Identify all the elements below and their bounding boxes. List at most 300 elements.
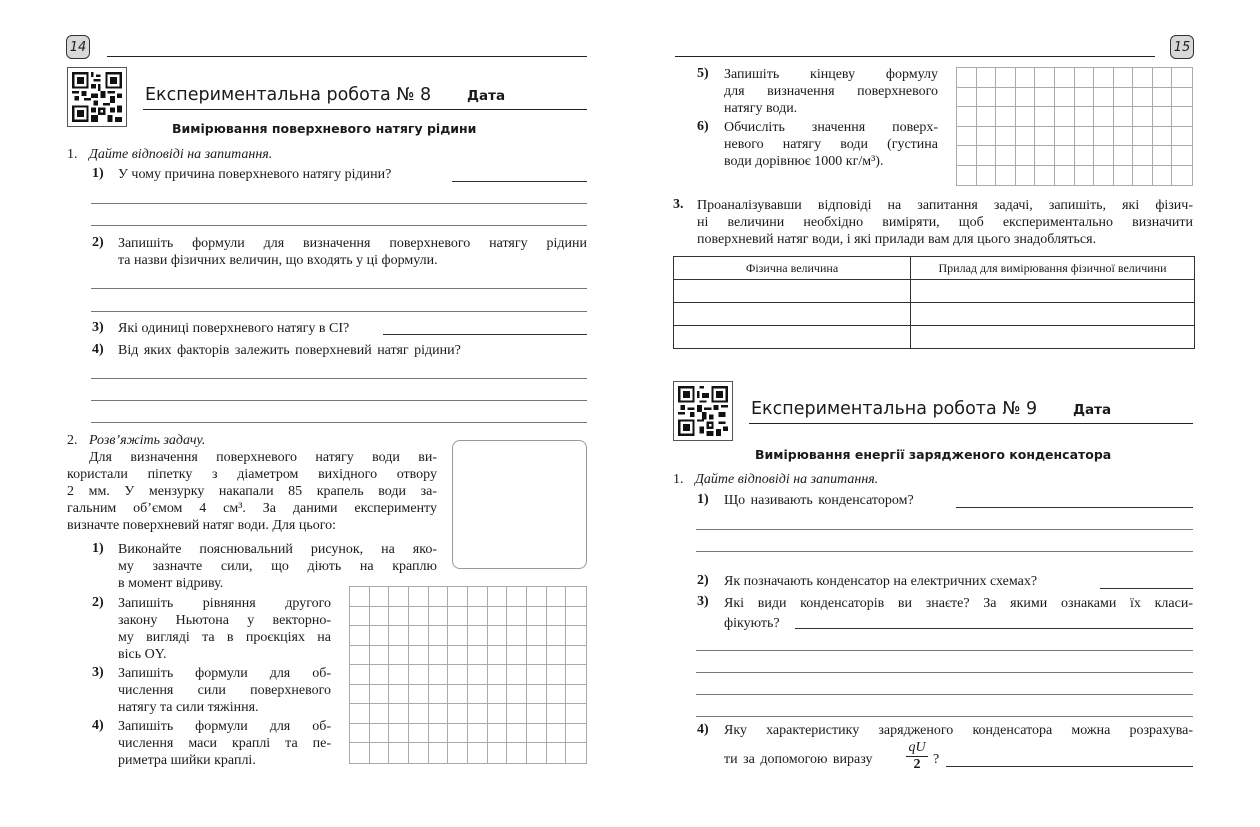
grid-cell bbox=[370, 626, 390, 646]
grid-cell bbox=[1172, 107, 1192, 127]
table-cell[interactable] bbox=[911, 326, 1195, 349]
grid-cell bbox=[1153, 88, 1173, 108]
grid-cell bbox=[527, 587, 547, 607]
grid-cell bbox=[566, 607, 586, 627]
grid-cell bbox=[488, 665, 508, 685]
step-number: 5) bbox=[697, 66, 709, 81]
page-number-left: 14 bbox=[66, 35, 90, 59]
grid-cell bbox=[1133, 127, 1153, 147]
grid-cell bbox=[468, 587, 488, 607]
grid-cell bbox=[527, 724, 547, 744]
text-line: Яку характеристику зарядженого конденсатора можна розрахува- bbox=[724, 723, 1193, 738]
grid-cell bbox=[1172, 127, 1192, 147]
grid-cell bbox=[389, 646, 409, 666]
answer-line[interactable] bbox=[696, 529, 1193, 530]
grid-cell bbox=[409, 685, 429, 705]
grid-cell bbox=[1055, 107, 1075, 127]
text-line: риметра шийки краплі. bbox=[118, 753, 256, 768]
grid-cell bbox=[429, 724, 449, 744]
experiment-9-title: Експериментальна робота № 9 bbox=[751, 399, 1038, 419]
question-1-text: У чому причина поверхневого натягу рідини? bbox=[118, 167, 392, 182]
column-header: Прилад для вимірювання фізичної величини bbox=[911, 257, 1195, 280]
grid-cell bbox=[370, 724, 390, 744]
grid-cell bbox=[996, 68, 1016, 88]
grid-cell bbox=[488, 626, 508, 646]
grid-cell bbox=[566, 724, 586, 744]
text-line: невого натягу води (густина bbox=[724, 137, 938, 152]
grid-cell bbox=[527, 626, 547, 646]
text-line: визначте поверхневий натяг води. Для цього: bbox=[67, 518, 337, 533]
answer-line[interactable] bbox=[91, 378, 587, 379]
grid-cell bbox=[448, 626, 468, 646]
grid-cell bbox=[1016, 68, 1036, 88]
grid-cell bbox=[350, 665, 370, 685]
grid-cell bbox=[957, 88, 977, 108]
grid-cell bbox=[468, 724, 488, 744]
grid-cell bbox=[468, 607, 488, 627]
grid-cell bbox=[1153, 68, 1173, 88]
grid-cell bbox=[1172, 166, 1192, 186]
grid-cell bbox=[507, 607, 527, 627]
task1-heading: Дайте відповіді на запитання. bbox=[695, 472, 879, 487]
grid-cell bbox=[448, 685, 468, 705]
grid-cell bbox=[1055, 166, 1075, 186]
text-line: закону Ньютона у векторно- bbox=[118, 613, 331, 628]
grid-cell bbox=[409, 704, 429, 724]
grid-cell bbox=[389, 665, 409, 685]
grid-cell bbox=[429, 587, 449, 607]
grid-cell bbox=[1153, 166, 1173, 186]
grid-cell bbox=[566, 626, 586, 646]
qr-code-icon bbox=[673, 381, 733, 441]
grid-cell bbox=[429, 626, 449, 646]
grid-cell bbox=[1055, 146, 1075, 166]
grid-cell bbox=[1035, 107, 1055, 127]
formula-qU-over-2 bbox=[906, 740, 928, 773]
grid-cell bbox=[350, 587, 370, 607]
grid-cell bbox=[448, 704, 468, 724]
grid-cell bbox=[1035, 127, 1055, 147]
title-rule-exp9 bbox=[749, 423, 1193, 424]
table-cell[interactable] bbox=[674, 280, 911, 303]
grid-cell bbox=[429, 665, 449, 685]
grid-cell bbox=[409, 743, 429, 763]
grid-cell bbox=[957, 146, 977, 166]
grid-cell bbox=[350, 743, 370, 763]
step-number: 2) bbox=[92, 595, 104, 610]
grid-cell bbox=[429, 646, 449, 666]
grid-cell bbox=[996, 146, 1016, 166]
task2-number: 2. bbox=[67, 433, 78, 448]
grid-cell bbox=[957, 166, 977, 186]
table-cell[interactable] bbox=[911, 280, 1195, 303]
text-line: Виконайте пояснювальний рисунок, на яко- bbox=[118, 542, 437, 557]
text-line: Запишіть формули для визначення поверхневого натягу рідини bbox=[118, 236, 587, 251]
grid-cell bbox=[566, 587, 586, 607]
grid-cell bbox=[488, 704, 508, 724]
grid-cell bbox=[1133, 88, 1153, 108]
grid-cell bbox=[527, 665, 547, 685]
text-line: Проаналізувавши відповіді на запитання задачі, запишіть, які фізич- bbox=[697, 198, 1193, 213]
grid-cell bbox=[409, 607, 429, 627]
grid-cell bbox=[468, 704, 488, 724]
answer-line[interactable] bbox=[696, 551, 1193, 552]
grid-cell bbox=[1016, 88, 1036, 108]
qr-code-icon bbox=[67, 67, 127, 127]
answer-line[interactable] bbox=[946, 766, 1193, 767]
grid-cell bbox=[389, 743, 409, 763]
grid-cell bbox=[957, 68, 977, 88]
grid-cell bbox=[488, 587, 508, 607]
question-mark: ? bbox=[933, 752, 940, 767]
grid-cell bbox=[370, 607, 390, 627]
grid-cell bbox=[547, 646, 567, 666]
grid-cell bbox=[507, 646, 527, 666]
page-number-right: 15 bbox=[1170, 35, 1194, 59]
grid-cell bbox=[566, 646, 586, 666]
text-line: в момент відриву. bbox=[118, 576, 224, 591]
grid-cell bbox=[429, 743, 449, 763]
grid-cell bbox=[957, 127, 977, 147]
grid-cell bbox=[448, 665, 468, 685]
grid-cell bbox=[1133, 107, 1153, 127]
text-line: 2 мм. У мензурку накапали 85 крапель води за- bbox=[67, 484, 437, 499]
formula-denominator: 2 bbox=[913, 757, 921, 772]
grid-cell bbox=[1114, 88, 1134, 108]
grid-cell bbox=[1153, 107, 1173, 127]
grid-cell bbox=[488, 743, 508, 763]
answer-line[interactable] bbox=[383, 334, 587, 335]
grid-cell bbox=[370, 685, 390, 705]
grid-cell bbox=[1114, 146, 1134, 166]
grid-cell bbox=[996, 107, 1016, 127]
step-number: 1) bbox=[92, 541, 104, 556]
grid-cell bbox=[389, 626, 409, 646]
grid-cell bbox=[409, 665, 429, 685]
grid-cell bbox=[1133, 146, 1153, 166]
grid-cell bbox=[468, 665, 488, 685]
grid-cell bbox=[1172, 88, 1192, 108]
drawing-area[interactable] bbox=[452, 440, 587, 569]
step-number: 6) bbox=[697, 119, 709, 134]
text-line: ні величини необхідно виміряти, щоб експериментально визначити bbox=[697, 215, 1193, 230]
grid-cell bbox=[1094, 68, 1114, 88]
header-rule-right bbox=[675, 56, 1155, 57]
step-6-text bbox=[724, 119, 938, 170]
grid-cell bbox=[1016, 166, 1036, 186]
answer-line[interactable] bbox=[696, 672, 1193, 673]
grid-cell bbox=[1075, 146, 1095, 166]
grid-cell bbox=[350, 626, 370, 646]
grid-cell bbox=[448, 646, 468, 666]
grid-cell bbox=[1035, 68, 1055, 88]
table-row bbox=[674, 280, 1195, 303]
answer-line[interactable] bbox=[696, 694, 1193, 695]
step-5-text bbox=[724, 66, 938, 117]
grid-cell bbox=[547, 587, 567, 607]
grid-cell bbox=[996, 166, 1016, 186]
answer-line[interactable] bbox=[696, 716, 1193, 717]
grid-cell bbox=[389, 587, 409, 607]
grid-cell bbox=[566, 743, 586, 763]
grid-cell bbox=[488, 646, 508, 666]
task3-text bbox=[697, 197, 1193, 248]
text-line: та назви фізичних величин, що входять у ці формули. bbox=[118, 253, 438, 268]
experiment-8-title: Експериментальна робота № 8 bbox=[145, 85, 432, 105]
grid-cell bbox=[1133, 166, 1153, 186]
grid-cell bbox=[1153, 127, 1173, 147]
grid-cell bbox=[409, 587, 429, 607]
text-line: Запишіть рівняння другого bbox=[118, 596, 331, 611]
table-row bbox=[674, 326, 1195, 349]
text-line: числення маси краплі та пе- bbox=[118, 736, 331, 751]
grid-cell bbox=[488, 685, 508, 705]
question-number: 1) bbox=[697, 492, 709, 507]
task3-number: 3. bbox=[673, 197, 684, 212]
table-header-row bbox=[674, 257, 1195, 280]
step-4-text bbox=[118, 718, 331, 769]
grid-cell bbox=[468, 743, 488, 763]
grid-cell bbox=[547, 743, 567, 763]
grid-cell bbox=[996, 127, 1016, 147]
grid-cell bbox=[448, 724, 468, 744]
grid-cell bbox=[1055, 68, 1075, 88]
task1-heading: Дайте відповіді на запитання. bbox=[89, 147, 273, 162]
grid-cell bbox=[389, 704, 409, 724]
text-line: Які види конденсаторів ви знаєте? За якими ознаками їх класи- bbox=[724, 596, 1193, 611]
answer-line[interactable] bbox=[91, 225, 587, 226]
text-line: поверхневий натяг води, і які прилади вам для цього знадобляться. bbox=[697, 232, 1097, 247]
grid-cell bbox=[507, 665, 527, 685]
answer-line[interactable] bbox=[91, 400, 587, 401]
grid-cell bbox=[488, 607, 508, 627]
grid-cell bbox=[1114, 166, 1134, 186]
step-number: 4) bbox=[92, 718, 104, 733]
experiment-8-subtitle: Вимірювання поверхневого натягу рідини bbox=[172, 121, 477, 136]
grid-cell bbox=[350, 607, 370, 627]
grid-cell bbox=[1153, 146, 1173, 166]
grid-cell bbox=[1094, 127, 1114, 147]
grid-cell bbox=[527, 646, 547, 666]
grid-cell bbox=[1016, 127, 1036, 147]
step-3-text bbox=[118, 665, 331, 716]
grid-cell bbox=[468, 646, 488, 666]
text-line: вісь OY. bbox=[118, 647, 167, 662]
grid-cell bbox=[370, 646, 390, 666]
grid-cell bbox=[468, 626, 488, 646]
grid-cell bbox=[957, 107, 977, 127]
grid-cell bbox=[350, 685, 370, 705]
question-4-text bbox=[724, 722, 1193, 739]
grid-cell bbox=[977, 107, 997, 127]
grid-cell bbox=[527, 704, 547, 724]
grid-cell bbox=[1075, 127, 1095, 147]
table-cell[interactable] bbox=[674, 326, 911, 349]
date-label-exp8: Дата bbox=[467, 88, 506, 104]
grid-cell bbox=[1114, 127, 1134, 147]
grid-cell bbox=[1075, 68, 1095, 88]
experiment-9-subtitle: Вимірювання енергії зарядженого конденсатора bbox=[755, 447, 1112, 462]
answer-line[interactable] bbox=[1100, 588, 1193, 589]
grid-cell bbox=[370, 704, 390, 724]
text-line: натягу води. bbox=[724, 101, 798, 116]
grid-cell bbox=[448, 607, 468, 627]
grid-cell bbox=[448, 587, 468, 607]
text-line: натягу та сили тяжіння. bbox=[118, 700, 259, 715]
question-2-text: Як позначають конденсатор на електричних схемах? bbox=[724, 574, 1038, 589]
grid-cell bbox=[507, 626, 527, 646]
text-line: му зазначте сили, що діють на краплю bbox=[118, 559, 437, 574]
text-line: Запишіть формули для об- bbox=[118, 666, 331, 681]
grid-cell bbox=[507, 724, 527, 744]
step-2-text bbox=[118, 595, 331, 663]
grid-cell bbox=[370, 587, 390, 607]
question-2-text bbox=[118, 235, 587, 269]
text-line: фікують? bbox=[724, 616, 780, 631]
grid-cell bbox=[566, 704, 586, 724]
question-number: 1) bbox=[92, 166, 104, 181]
grid-cell bbox=[1016, 107, 1036, 127]
grid-cell bbox=[1075, 166, 1095, 186]
grid-cell bbox=[1094, 146, 1114, 166]
text-line: Запишіть формули для об- bbox=[118, 719, 331, 734]
grid-cell bbox=[389, 607, 409, 627]
answer-line[interactable] bbox=[91, 311, 587, 312]
grid-cell bbox=[527, 743, 547, 763]
grid-cell bbox=[547, 607, 567, 627]
text-line: Обчисліть значення поверх- bbox=[724, 120, 938, 135]
grid-cell bbox=[350, 646, 370, 666]
question-3-text: Які одиниці поверхневого натягу в СІ? bbox=[118, 321, 350, 336]
grid-cell bbox=[429, 607, 449, 627]
grid-cell bbox=[1133, 68, 1153, 88]
grid-cell bbox=[507, 743, 527, 763]
grid-cell bbox=[996, 88, 1016, 108]
table-row bbox=[674, 303, 1195, 326]
grid-writing-area-left[interactable] bbox=[349, 586, 587, 764]
grid-cell bbox=[977, 166, 997, 186]
formula-numerator: qU bbox=[906, 740, 928, 757]
grid-cell bbox=[1035, 146, 1055, 166]
question-number: 4) bbox=[92, 342, 104, 357]
answer-line[interactable] bbox=[91, 288, 587, 289]
grid-cell bbox=[527, 685, 547, 705]
text-line: користали піпетку з діаметром вихідного отвору bbox=[67, 467, 437, 482]
grid-writing-area-right[interactable] bbox=[956, 67, 1193, 186]
grid-cell bbox=[468, 685, 488, 705]
question-number: 4) bbox=[697, 722, 709, 737]
measurement-table bbox=[673, 256, 1195, 349]
grid-cell bbox=[547, 685, 567, 705]
grid-cell bbox=[1035, 166, 1055, 186]
grid-cell bbox=[409, 646, 429, 666]
grid-cell bbox=[1035, 88, 1055, 108]
answer-line[interactable] bbox=[956, 507, 1193, 508]
task1-number: 1. bbox=[67, 147, 78, 162]
grid-cell bbox=[1055, 88, 1075, 108]
answer-line[interactable] bbox=[91, 203, 587, 204]
step-number: 3) bbox=[92, 665, 104, 680]
text-line: гальним об’ємом 4 см³. За даними експерименту bbox=[67, 501, 437, 516]
question-number: 2) bbox=[92, 235, 104, 250]
grid-cell bbox=[409, 724, 429, 744]
grid-cell bbox=[1075, 107, 1095, 127]
question-4-text-cont: ти за допомогою виразу bbox=[724, 752, 873, 767]
grid-cell bbox=[409, 626, 429, 646]
question-4-text: Від яких факторів залежить поверхневий натяг рідини? bbox=[118, 343, 461, 358]
grid-cell bbox=[977, 68, 997, 88]
task2-problem bbox=[67, 449, 437, 534]
grid-cell bbox=[527, 607, 547, 627]
task2-heading: Розв’яжіть задачу. bbox=[89, 433, 206, 448]
table-cell[interactable] bbox=[674, 303, 911, 326]
grid-cell bbox=[1172, 68, 1192, 88]
grid-cell bbox=[389, 685, 409, 705]
grid-cell bbox=[547, 626, 567, 646]
answer-line[interactable] bbox=[452, 181, 587, 182]
grid-cell bbox=[350, 724, 370, 744]
answer-line[interactable] bbox=[91, 422, 587, 423]
grid-cell bbox=[1075, 88, 1095, 108]
date-label-exp9: Дата bbox=[1073, 402, 1112, 418]
grid-cell bbox=[507, 587, 527, 607]
grid-cell bbox=[370, 665, 390, 685]
question-1-text: Що називають конденсатором? bbox=[724, 493, 914, 508]
text-line: Для визначення поверхневого натягу води ви- bbox=[89, 450, 437, 465]
column-header: Фізична величина bbox=[674, 257, 911, 280]
header-rule-left bbox=[107, 56, 587, 57]
text-line: му вигляді та в проєкціях на bbox=[118, 630, 331, 645]
grid-cell bbox=[1114, 107, 1134, 127]
answer-line[interactable] bbox=[696, 650, 1193, 651]
text-line: для визначення поверхневого bbox=[724, 84, 938, 99]
grid-cell bbox=[547, 724, 567, 744]
grid-cell bbox=[370, 743, 390, 763]
grid-cell bbox=[389, 724, 409, 744]
grid-cell bbox=[977, 127, 997, 147]
grid-cell bbox=[977, 146, 997, 166]
grid-cell bbox=[1094, 166, 1114, 186]
grid-cell bbox=[507, 704, 527, 724]
text-line: числення сили поверхневого bbox=[118, 683, 331, 698]
grid-cell bbox=[350, 704, 370, 724]
question-number: 2) bbox=[697, 573, 709, 588]
table-cell[interactable] bbox=[911, 303, 1195, 326]
grid-cell bbox=[1094, 107, 1114, 127]
step-1-text bbox=[118, 541, 437, 592]
grid-cell bbox=[1094, 88, 1114, 108]
task1-number: 1. bbox=[673, 472, 684, 487]
grid-cell bbox=[1172, 146, 1192, 166]
grid-cell bbox=[1016, 146, 1036, 166]
answer-line[interactable] bbox=[795, 628, 1193, 629]
grid-cell bbox=[547, 704, 567, 724]
title-rule-exp8 bbox=[143, 109, 587, 110]
grid-cell bbox=[977, 88, 997, 108]
grid-cell bbox=[566, 665, 586, 685]
text-line: води дорівнює 1000 кг/м³). bbox=[724, 154, 884, 169]
grid-cell bbox=[429, 704, 449, 724]
grid-cell bbox=[507, 685, 527, 705]
grid-cell bbox=[1055, 127, 1075, 147]
grid-cell bbox=[547, 665, 567, 685]
question-number: 3) bbox=[92, 320, 104, 335]
grid-cell bbox=[566, 685, 586, 705]
grid-cell bbox=[448, 743, 468, 763]
grid-cell bbox=[1114, 68, 1134, 88]
question-number: 3) bbox=[697, 594, 709, 609]
text-line: Запишіть кінцеву формулу bbox=[724, 67, 938, 82]
